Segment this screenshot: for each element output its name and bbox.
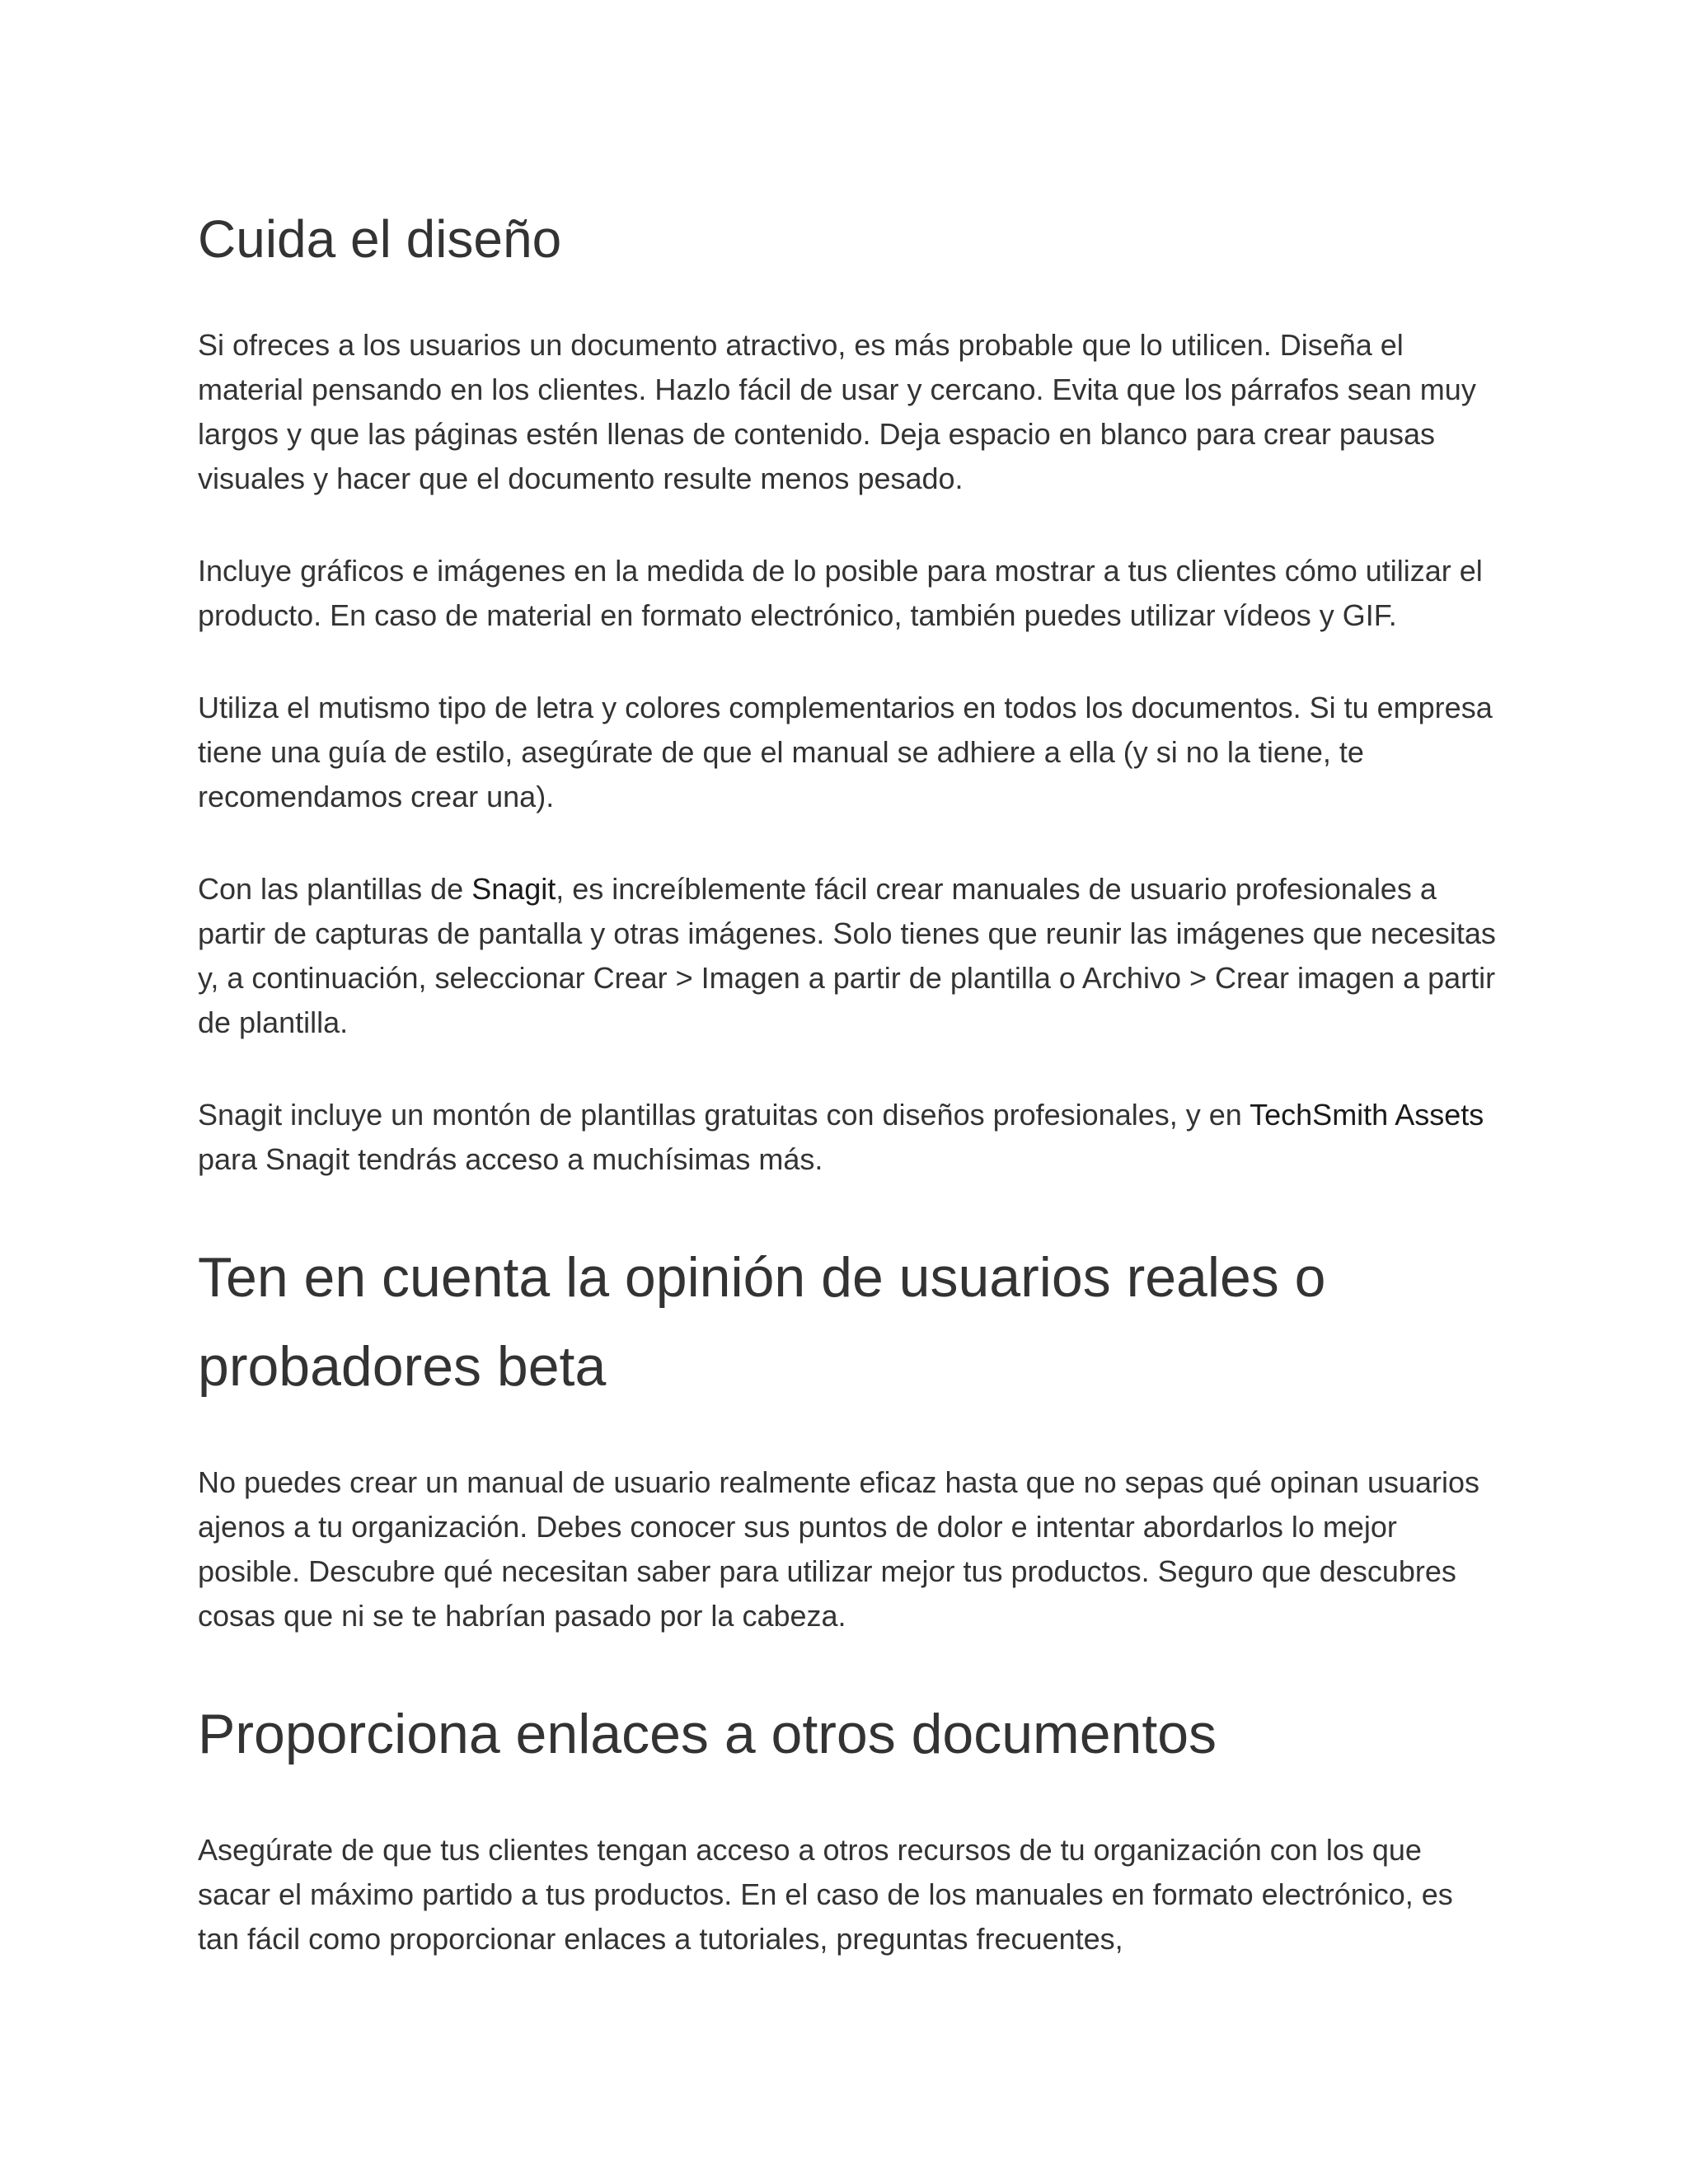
snagit-link[interactable]: Snagit (471, 872, 556, 906)
paragraph-techsmith-assets (198, 1093, 1500, 1182)
paragraph-style-guide: Utiliza el mutismo tipo de letra y colores complementarios en todos los documentos. Si tu empresa tiene una guía de estilo, asegúrate de que el manual se adhiere a ella (y si no la tiene, te recomendamos crear una). (198, 691, 1493, 813)
text-fragment: Con las plantillas de (198, 872, 472, 906)
paragraph-links: Asegúrate de que tus clientes tengan acceso a otros recursos de tu organización con los que sacar el máximo partido a tus productos. En el caso de los manuales en formato electrónico, es tan fácil como proporcionar enlaces a tutoriales, preguntas frecuentes, (198, 1833, 1453, 1956)
paragraph-design-intro: Si ofreces a los usuarios un documento atractivo, es más probable que lo utilicen. Diseña el material pensando en los clientes. Hazlo fácil de usar y cercano. Evita que los párrafos sean muy largos y que las páginas estén llenas de contenido. Deja espacio en blanco para crear pausas visuales y hacer que el documento resulte menos pesado. (198, 328, 1476, 495)
techsmith-assets-link[interactable]: TechSmith Assets (1250, 1098, 1484, 1132)
section-heading-design: Cuida el diseño (198, 209, 562, 269)
paragraph-graphics: Incluye gráficos e imágenes en la medida de lo posible para mostrar a tus clientes cómo utilizar el producto. En caso de material en formato electrónico, también puedes utilizar vídeos y GIF. (198, 554, 1483, 632)
document-content (198, 198, 1500, 2009)
text-fragment: Snagit incluye un montón de plantillas gratuitas con diseños profesionales, y en (198, 1098, 1250, 1132)
text-fragment: para Snagit tendrás acceso a muchísimas más. (198, 1142, 823, 1176)
paragraph-user-feedback: No puedes crear un manual de usuario realmente eficaz hasta que no sepas qué opinan usuarios ajenos a tu organización. Debes conocer sus puntos de dolor e intentar abordarlos lo mejor posible. Descubre qué necesitan saber para utilizar mejor tus productos. Seguro que descubres cosas que ni se te habrían pasado por la cabeza. (198, 1465, 1480, 1633)
section-heading-links: Proporciona enlaces a otros documentos (198, 1703, 1217, 1765)
paragraph-snagit-templates (198, 867, 1500, 1045)
text-fragment: , es increíblemente fácil crear manuales de usuario profesionales a partir de capturas de pantalla y otras imágenes. Solo tienes que reunir las imágenes que necesitas y, a continuación, seleccionar Crear > Imagen a partir de plantilla o Archivo > Crear imagen a partir de plantilla. (198, 872, 1496, 1039)
section-heading-user-feedback: Ten en cuenta la opinión de usuarios reales o probadores beta (198, 1246, 1326, 1398)
